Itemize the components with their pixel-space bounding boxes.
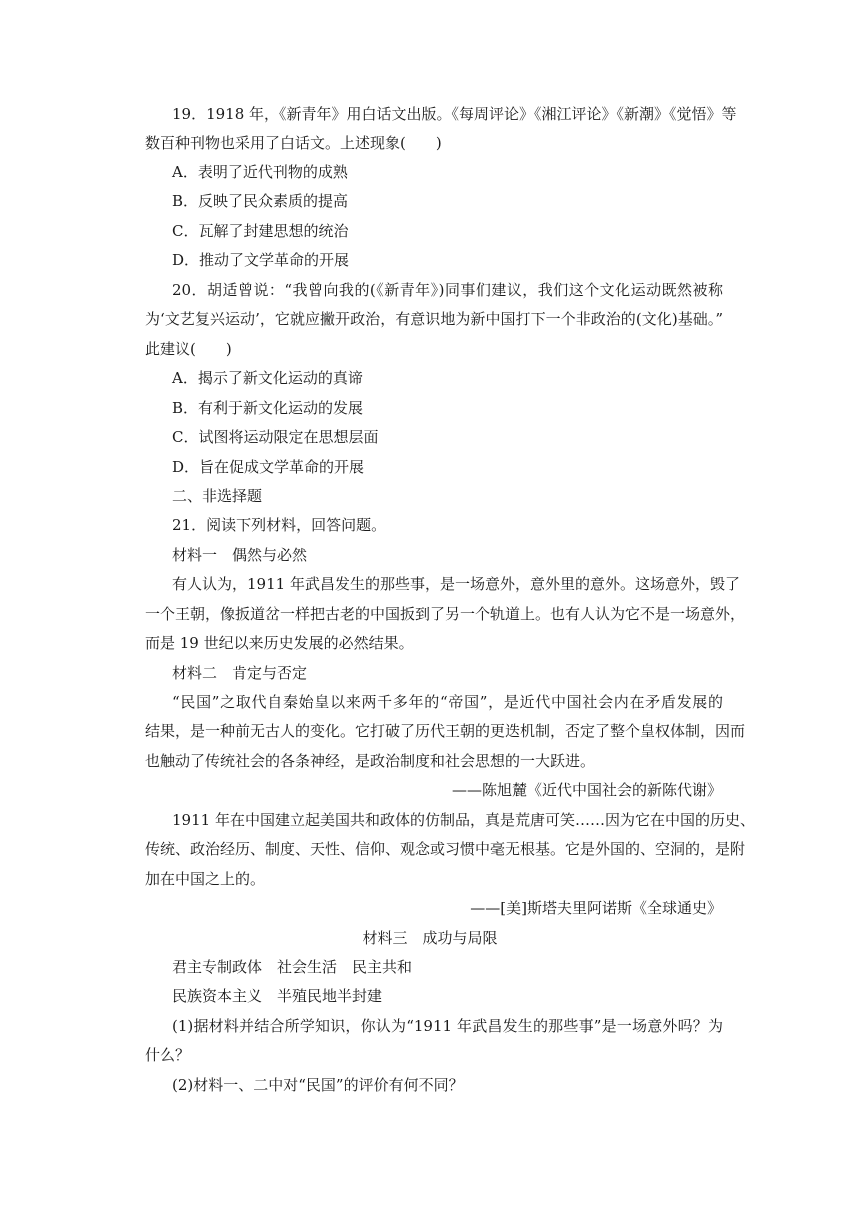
subquestion1-line2: 什么？ [145, 1046, 191, 1064]
material2-line5: 传统、政治经历、制度、天性、信仰、观念或习惯中毫无根基。它是外国的、空洞的，是附 [145, 840, 746, 858]
section-heading: 二、非选择题 [172, 487, 263, 505]
material2-line2: 结果，是一种前无古人的变化。它打破了历代王朝的更迭机制，否定了整个皇权体制，因而 [145, 722, 746, 740]
material2-source1: ——陈旭麓《近代中国社会的新陈代谢》 [451, 781, 722, 799]
q19-stem-line2: 数百种刊物也采用了白话文。上述现象( ) [145, 134, 442, 152]
q20-stem-line2: 为‘文艺复兴运动’，它就应撇开政治，有意识地为新中国打下一个非政治的(文化)基础。” [145, 310, 723, 328]
q19-stem-line1: 19．1918 年，《新青年》用白话文出版。《每周评论》《湘江评论》《新潮》《觉悟》等 [172, 105, 737, 123]
q19-option-b: B．反映了民众素质的提高 [172, 192, 349, 210]
material1-line2: 一个王朝，像扳道岔一样把古老的中国扳到了另一个轨道上。也有人认为它不是一场意外， [145, 605, 746, 623]
q21-stem: 21．阅读下列材料，回答问题。 [172, 516, 387, 534]
material2-line6: 加在中国之上的。 [145, 870, 266, 888]
q19-option-c: C．瓦解了封建思想的统治 [172, 222, 349, 240]
material2-line3: 也触动了传统社会的各条神经，是政治制度和社会思想的一大跃进。 [145, 752, 596, 770]
q19-option-d: D．推动了文学革命的开展 [172, 251, 350, 269]
material3-line2: 民族资本主义 半殖民地半封建 [172, 987, 383, 1005]
q19-option-a: A．表明了近代刊物的成熟 [172, 163, 348, 181]
q20-option-b: B．有利于新文化运动的发展 [172, 399, 364, 417]
q20-stem-line1: 20．胡适曾说：“我曾向我的(《新青年》)同事们建议，我们这个文化运动既然被称 [172, 281, 723, 299]
material1-line1: 有人认为，1911 年武昌发生的那些事，是一场意外，意外里的意外。这场意外，毁了 [172, 575, 740, 593]
q20-stem-line3: 此建议( ) [145, 340, 232, 358]
subquestion1-line1: (1)据材料并结合所学知识，你认为“1911 年武昌发生的那些事”是一场意外吗？为 [172, 1017, 723, 1035]
material2-line4: 1911 年在中国建立起美国共和政体的仿制品，真是荒唐可笑……因为它在中国的历史、 [172, 811, 755, 829]
q20-option-c: C．试图将运动限定在思想层面 [172, 428, 379, 446]
material2-source2: ——[美]斯塔夫里阿诺斯《全球通史》 [470, 899, 722, 917]
subquestion2: (2)材料一、二中对“民国”的评价有何不同？ [172, 1076, 464, 1094]
material3-line1: 君主专制政体 社会生活 民主共和 [172, 958, 413, 976]
material3-title: 材料三 成功与局限 [362, 929, 498, 947]
material1-title: 材料一 偶然与必然 [172, 546, 308, 564]
material1-line3: 而是 19 世纪以来历史发展的必然结果。 [145, 634, 414, 652]
material2-line1: “民国”之取代自秦始皇以来两千多年的“帝国”，是近代中国社会内在矛盾发展的 [172, 693, 723, 711]
q20-option-a: A．揭示了新文化运动的真谛 [172, 369, 363, 387]
q20-option-d: D．旨在促成文学革命的开展 [172, 458, 365, 476]
material2-title: 材料二 肯定与否定 [172, 664, 308, 682]
